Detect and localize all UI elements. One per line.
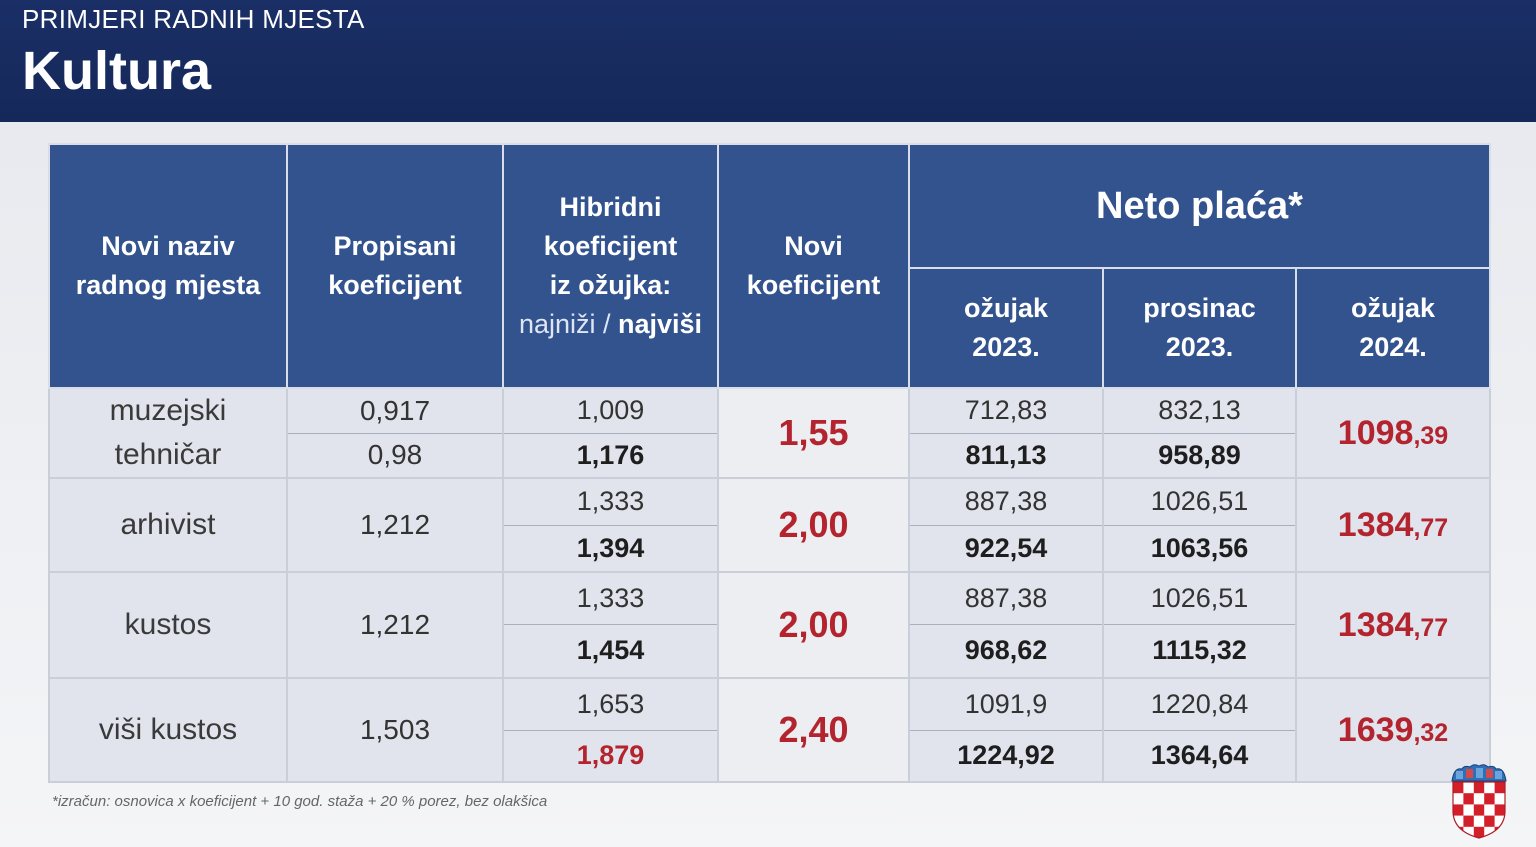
mar2023-min-cell: 887,38 (909, 478, 1103, 525)
mar2023-max-cell: 968,62 (909, 624, 1103, 678)
mar2024-cell (1296, 478, 1490, 572)
row-name-text: tehničar (114, 438, 222, 471)
page-subtitle: PRIMJERI RADNIH MJESTA (22, 4, 365, 34)
header-period-mar2024 (1296, 268, 1490, 388)
propisani-cell: 1,503 (287, 678, 503, 782)
dec2023-min-cell: 1220,84 (1103, 678, 1296, 730)
dec2023-max-cell: 1364,64 (1103, 730, 1296, 782)
hibridni-min-cell: 1,653 (503, 678, 718, 730)
mar2024-cents: ,77 (1413, 613, 1449, 642)
mar2024-cents: ,39 (1413, 421, 1449, 450)
mar2023-max-cell: 1224,92 (909, 730, 1103, 782)
row-name: viši kustos (49, 678, 287, 782)
mar2023-max-cell: 922,54 (909, 525, 1103, 572)
header-hibridni (503, 144, 718, 388)
footnote: *izračun: osnovica x koeficijent + 10 god. staža + 20 % porez, bez olakšica (52, 793, 548, 810)
novi-koeficijent-cell: 2,00 (718, 572, 909, 678)
novi-koeficijent-cell: 2,40 (718, 678, 909, 782)
header-text: ožujak (963, 293, 1049, 323)
mar2024-cell (1296, 388, 1490, 478)
hibridni-min-cell: 1,009 (503, 388, 718, 433)
header-text: 2023. (1165, 332, 1234, 362)
header-text: koeficijent (328, 270, 462, 300)
croatian-coat-of-arms-icon (1450, 763, 1508, 839)
salary-table (48, 143, 1491, 783)
header-max-label: najviši (618, 309, 703, 339)
header-text: iz ožujka: (549, 270, 672, 300)
header-text: ožujak (1350, 293, 1436, 323)
header-text: koeficijent (543, 231, 678, 261)
row-name: kustos (49, 572, 287, 678)
table-row (49, 388, 1490, 433)
header-novi-koeficijent (718, 144, 909, 388)
row-name-text: muzejski (109, 394, 227, 427)
header-text: koeficijent (746, 270, 881, 300)
header-text: Novi naziv (101, 231, 235, 261)
dec2023-min-cell: 1026,51 (1103, 478, 1296, 525)
header-period-dec2023 (1103, 268, 1296, 388)
mar2023-min-cell: 887,38 (909, 572, 1103, 624)
dec2023-min-cell: 1026,51 (1103, 572, 1296, 624)
dec2023-max-cell: 1063,56 (1103, 525, 1296, 572)
mar2024-cell (1296, 572, 1490, 678)
header-min-label: najniži (518, 309, 596, 339)
header-propisani (287, 144, 503, 388)
row-name: arhivist (49, 478, 287, 572)
page-title: Kultura (22, 41, 211, 101)
novi-koeficijent-cell: 1,55 (718, 388, 909, 478)
dec2023-max-cell: 958,89 (1103, 433, 1296, 478)
hibridni-max-cell: 1,394 (503, 525, 718, 572)
mar2024-int: 1384 (1337, 505, 1414, 544)
mar2024-cents: ,77 (1413, 513, 1449, 542)
header-novi-naziv (49, 144, 287, 388)
hibridni-max-cell: 1,454 (503, 624, 718, 678)
table-row (49, 478, 1490, 525)
header-text: prosinac (1143, 293, 1256, 323)
hibridni-min-cell: 1,333 (503, 478, 718, 525)
mar2023-min-cell: 1091,9 (909, 678, 1103, 730)
mar2024-int: 1384 (1337, 605, 1414, 644)
novi-koeficijent-cell: 2,00 (718, 478, 909, 572)
row-name (49, 388, 287, 478)
header-text: radnog mjesta (75, 270, 261, 300)
hibridni-min-cell: 1,333 (503, 572, 718, 624)
hibridni-max-cell: 1,176 (503, 433, 718, 478)
mar2023-min-cell: 712,83 (909, 388, 1103, 433)
dec2023-min-cell: 832,13 (1103, 388, 1296, 433)
hibridni-max-cell: 1,879 (503, 730, 718, 782)
header-text: Propisani (333, 231, 457, 261)
header-text: 2024. (1359, 332, 1427, 362)
header-period-mar2023 (909, 268, 1103, 388)
table-row (49, 572, 1490, 624)
propisani-cell: 0,917 (287, 388, 503, 433)
propisani-cell: 1,212 (287, 478, 503, 572)
header-bar (0, 0, 1536, 122)
propisani-cell: 0,98 (287, 433, 503, 478)
header-neto-placa: Neto plaća* (909, 144, 1490, 268)
mar2023-max-cell: 811,13 (909, 433, 1103, 478)
mar2024-int: 1098 (1337, 413, 1414, 452)
header-text: Novi (784, 231, 843, 261)
table-row (49, 678, 1490, 730)
header-text: 2023. (972, 332, 1040, 362)
header-separator: / (595, 309, 618, 339)
header-text: Hibridni (559, 192, 662, 222)
mar2024-int: 1639 (1337, 710, 1414, 749)
propisani-cell: 1,212 (287, 572, 503, 678)
dec2023-max-cell: 1115,32 (1103, 624, 1296, 678)
mar2024-cents: ,32 (1413, 718, 1449, 747)
